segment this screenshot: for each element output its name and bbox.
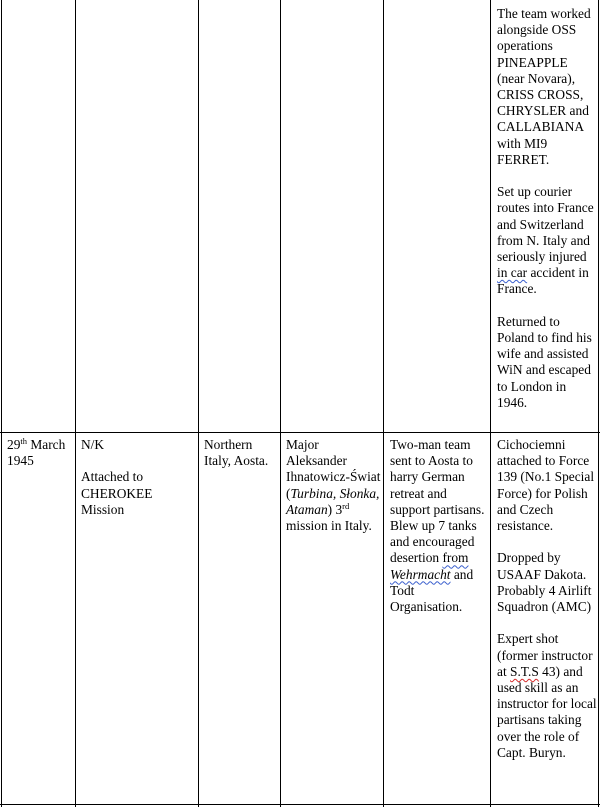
operation-note: Attached to CHEROKEE Mission <box>81 469 153 517</box>
row2-date-cell <box>7 437 75 469</box>
table-border-col5 <box>490 0 491 807</box>
row1-notes-para-3: Returned to Poland to find his wife and assisted WiN and escaped to London in 1946. <box>497 313 592 410</box>
table-border-bottom <box>0 804 600 805</box>
row1-notes-cell <box>497 6 597 411</box>
table-border-col1 <box>75 0 76 807</box>
task-squiggle-from: from <box>442 550 469 566</box>
task-text-end: and Todt Organisation. <box>390 566 474 615</box>
table-row-divider <box>0 432 600 433</box>
task-text: Two-man team sent to Aosta to harry German retreat and support partisans. Blew up 7 tanks and encouraged desertion <box>390 437 485 566</box>
location-text: Northern Italy, Aosta. <box>204 437 269 469</box>
date-ordinal: th <box>20 436 28 446</box>
row2-location-cell <box>204 437 280 469</box>
task-wehrmacht: Wehrmacht <box>390 566 451 582</box>
row2-notes-para-2: Dropped by USAAF Dakota. Probably 4 Airlift Squadron (AMC) <box>497 550 592 615</box>
operation-name: N/K <box>81 437 105 452</box>
spell-squiggle-sts: S.T.S <box>510 663 539 679</box>
table-border-left <box>1 0 2 807</box>
row2-notes-para-1: Cichociemni attached to Force 139 (No.1 Special Force) for Polish and Czech resistance. <box>497 437 595 534</box>
agent-name: Major Aleksander Ihnatowicz-Świat ( <box>286 437 381 501</box>
date-rest: March 1945 <box>7 437 66 469</box>
row2-operation-cell <box>81 437 196 518</box>
row1-notes-para-2: Set up courier routes into France and Switzerland from N. Italy and seriously injured in car accident in France. <box>497 184 594 297</box>
date-day: 29 <box>7 437 21 452</box>
row2-agent-cell <box>286 437 382 534</box>
row1-notes-para-1: The team worked alongside OSS operations PINEAPPLE (near Novara), CRISS CROSS, CHRYSLER and CALLABIANA with MI9 FERRET. <box>497 6 591 167</box>
agent-mission-suffix: mission in Italy. <box>286 518 372 534</box>
table-border-col3 <box>280 0 281 807</box>
row2-notes-para-3: Expert shot (former instructor at S.T.S 43) and used skill as an instructor for local partisans taking over the role of Capt. Buryn. <box>497 631 597 760</box>
row2-notes-cell <box>497 437 597 761</box>
table-border-col2 <box>198 0 199 807</box>
agent-mission-number: ) 3 <box>327 501 343 517</box>
agent-aliases: Turbina, Słonka, Ataman <box>286 485 380 517</box>
grammar-squiggle-in-car: in car <box>497 265 528 281</box>
table-border-col4 <box>383 0 384 807</box>
table-border-right <box>598 0 599 807</box>
row2-task-cell <box>390 437 486 615</box>
agent-mission-ordinal: rd <box>342 500 350 511</box>
